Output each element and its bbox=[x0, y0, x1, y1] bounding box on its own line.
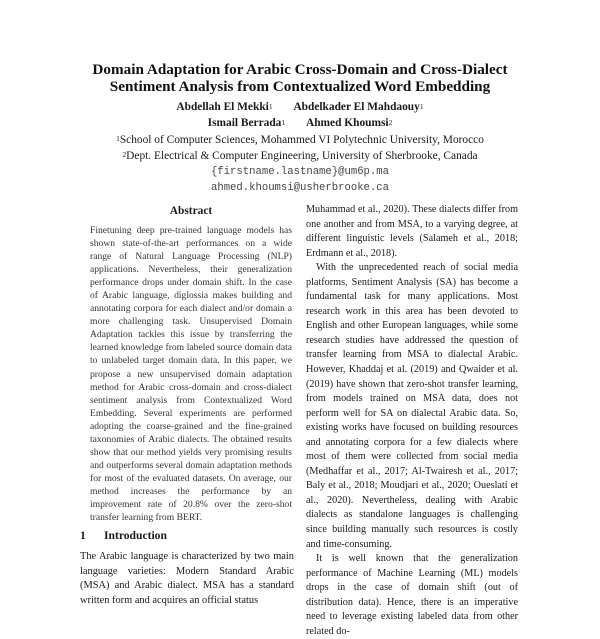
title-line-1: Domain Adaptation for Arabic Cross-Domain and Cross-Dialect bbox=[92, 61, 508, 78]
section-number: 1 bbox=[80, 529, 86, 542]
author: Ahmed Khoumsi$^2$ bbox=[305, 116, 393, 129]
affiliation: $^1$School of Computer Sciences, Mohammed VI Polytechnic University, Morocco bbox=[116, 134, 484, 146]
paragraph: It is well known that the generalization performance of Machine Learning (ML) models drops in the case of domain shift (out of distribution data). Hence, there is an imperative need to leverage existing labeled data from other related do- bbox=[306, 553, 518, 637]
section-title: Introduction bbox=[104, 529, 167, 542]
author: Abdellah El Mekki$^1$ bbox=[176, 101, 273, 113]
email: {firstname.lastname}@um6p.ma bbox=[210, 166, 389, 178]
paragraph: With the unprecedented reach of social media platforms, Sentiment Analysis (SA) has become a fundamental task for many applications. Most research work in this area has been devoted to English and other European languages, while some research studies have addressed the question of transfer learning from MSA to dialectal Arabic. However, Khaddaj et al. (2019) and Qwaider et al. (2019) have shown that zero-shot transfer learning, from models trained on MSA data, does not perform well for SA on dialectal Arabic data. So, existing works have focused on building resources and annotating corpora for a few dialects where most of them were collected from social media (Medhaffar et al., 2017; Al-Twairesh et al., 2017; Baly et al., 2018; Moudjari et al., 2020; Oueslati et al., 2020). Nevertheless, dealing with Arabic dialects as standalone languages is challenging since building manually such resources is costly and time-consuming. bbox=[306, 262, 518, 550]
paper-title bbox=[60, 62, 540, 95]
author-list bbox=[60, 100, 540, 131]
paragraph: Muhammad et al., 2020). These dialects differ from one another and from MSA, to a varying degree, at different linguistic levels (Salameh et al., 2018; Erdmann et al., 2018). bbox=[306, 204, 518, 259]
introduction-text: The Arabic language is characterized by two main language varieties: Modern Standard Arabic (MSA) and Arabic dialect. MSA has a standard written form and acquires an official status bbox=[80, 551, 294, 606]
author: Abdelkader El Mahdaouy$^1$ bbox=[293, 101, 424, 113]
title-line-2: Sentiment Analysis from Contextualized Word Embedding bbox=[109, 77, 491, 95]
email: ahmed.khoumsi@usherbrooke.ca bbox=[210, 182, 389, 194]
author: Ismail Berrada$^1$ bbox=[207, 116, 286, 129]
abstract-heading: Abstract bbox=[169, 205, 213, 217]
affiliations bbox=[60, 132, 540, 164]
right-column bbox=[306, 203, 518, 639]
emails bbox=[60, 164, 540, 196]
abstract-body: Finetuning deep pre-trained language models has shown state-of-the-art performances on a wide range of Natural Language Processing (NLP) applications. Nevertheless, their generalization performance drops under domain shift. In the case of Arabic language, diglossia makes building and annotating corpora for each dialect and/or domain a more challenging task. Unsupervised Domain Adaptation tackles this issue by transferring the learned knowledge from labeled source domain data to unlabeled target domain data. In this paper, we propose a new unsupervised domain adaptation method for Arabic cross-domain and cross-dialect sentiment analysis from Contextualized Word Embedding. Several experiments are performed adopting the coarse-grained and the fine-grained taxonomies of Arabic dialects. The obtained results show that our method yields very promising results and outperforms several domain adaptation methods for most of the evaluated datasets. On average, our method increases the performance by an improvement rate of 20.8% over the zero-shot transfer learning from BERT. bbox=[90, 225, 292, 524]
section-heading-introduction bbox=[80, 529, 167, 542]
affiliation: $^2$Dept. Electrical & Computer Engineering, University of Sherbrooke, Canada bbox=[122, 150, 478, 162]
